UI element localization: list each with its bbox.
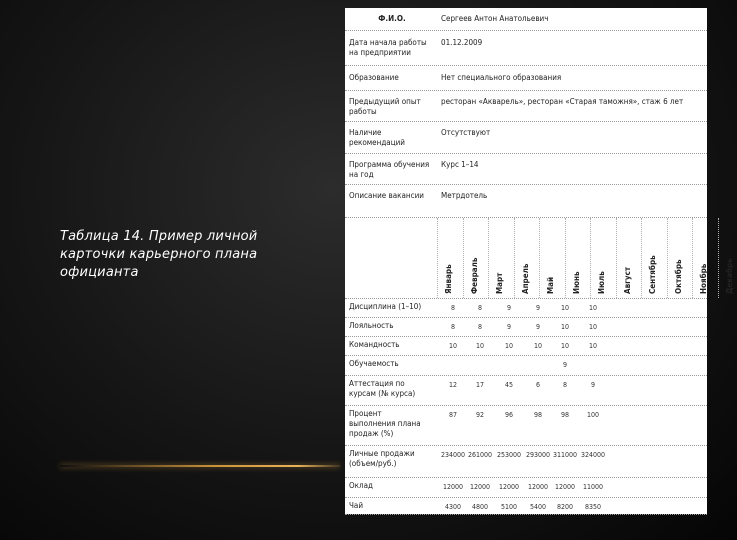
card-label: Наличие рекомендаций (349, 128, 405, 147)
metric-value: 311000 (552, 451, 578, 459)
metric-value: 10 (588, 304, 597, 312)
metric-row (345, 299, 707, 318)
metric-value: 12000 (442, 483, 464, 491)
month-divider (590, 218, 591, 298)
metric-label: Обучаемость (349, 359, 399, 368)
metric-value: 10 (588, 323, 597, 331)
metric-row (345, 498, 707, 515)
metric-value: 9 (535, 323, 540, 331)
month-header-cell: Октябрь (673, 259, 683, 294)
month-header-cell: Ноябрь (699, 263, 708, 294)
month-header-cell: Июнь (571, 271, 581, 294)
month-divider (565, 218, 566, 298)
card-label: Образование (349, 73, 399, 82)
metric-value: 10 (504, 342, 513, 350)
metric-label: Процент выполнения плана продаж (%) (349, 409, 421, 438)
metric-value: 87 (448, 411, 457, 419)
metric-value: 100 (586, 411, 600, 419)
metric-value: 12000 (469, 483, 491, 491)
card-row-start-date (345, 31, 707, 66)
month-header-cell: Апрель (520, 263, 530, 294)
metric-value: 8200 (556, 503, 574, 511)
metric-value: 8 (450, 304, 455, 312)
card-label: Дата начала работы на предприятии (349, 38, 427, 57)
career-card-table (345, 8, 734, 514)
metric-value: 10 (560, 323, 569, 331)
metric-value: 45 (504, 381, 513, 389)
metric-value: 10 (560, 304, 569, 312)
metric-value: 10 (448, 342, 457, 350)
month-divider (616, 218, 617, 298)
card-label: Предыдущий опыт работы (349, 97, 421, 116)
metric-label: Командность (349, 340, 400, 349)
metric-value: 324000 (580, 451, 606, 459)
month-header-cell: Февраль (469, 257, 479, 294)
month-header-cell: Май (546, 276, 555, 294)
month-divider (641, 218, 642, 298)
metric-value: 12 (448, 381, 457, 389)
metric-value: 234000 (440, 451, 466, 459)
metric-value: 10 (588, 342, 597, 350)
metric-value: 4300 (444, 503, 462, 511)
month-divider (488, 218, 489, 298)
metric-value: 6 (535, 381, 540, 389)
metric-row (345, 337, 707, 356)
card-row-experience (345, 91, 707, 122)
month-divider (539, 218, 540, 298)
metric-label: Дисциплина (1–10) (349, 302, 422, 311)
metric-row (345, 356, 707, 376)
metric-value: 12000 (527, 483, 549, 491)
month-header-cell: Декабрь (724, 258, 734, 294)
metric-value: 8 (477, 304, 482, 312)
metric-value: 98 (560, 411, 569, 419)
metric-value: 12000 (498, 483, 520, 491)
month-divider (692, 218, 693, 298)
metric-value: 9 (562, 361, 567, 369)
month-divider (514, 218, 515, 298)
metric-value: 96 (504, 411, 513, 419)
card-value: Отсутствуют (441, 128, 491, 137)
card-label: Описание вакансии (349, 191, 424, 200)
metric-label: Аттестация по курсам (№ курса) (349, 379, 416, 398)
metric-value: 17 (475, 381, 484, 389)
card-label: Программа обучения на год (349, 160, 430, 179)
card-value: Метрдотель (441, 191, 488, 200)
metric-value: 92 (475, 411, 484, 419)
slide-caption: Таблица 14. Пример личной карточки карьерного плана официанта (60, 229, 258, 280)
metric-value: 9 (506, 323, 511, 331)
card-row-training (345, 154, 707, 185)
metric-row (345, 406, 707, 446)
metric-row (345, 478, 707, 498)
card-value: 01.12.2009 (441, 38, 483, 47)
metric-value: 8 (477, 323, 482, 331)
card-row-name (345, 8, 707, 31)
metric-label: Чай (349, 501, 364, 510)
metric-value: 5400 (529, 503, 547, 511)
card-value: Курс 1–14 (441, 160, 479, 169)
month-header-cell: Январь (444, 264, 453, 294)
metric-value: 10 (560, 342, 569, 350)
month-header-cell: Март (495, 272, 504, 294)
metric-label: Личные продажи (объем/руб.) (349, 449, 415, 468)
metric-value: 8 (450, 323, 455, 331)
metric-value: 10 (533, 342, 542, 350)
metric-row (345, 376, 707, 406)
month-header-cell: Август (622, 266, 632, 294)
metric-value: 5100 (500, 503, 518, 511)
metric-value: 293000 (525, 451, 551, 459)
card-value: Сергеев Антон Анатольевич (441, 14, 549, 23)
metric-value: 11000 (582, 483, 604, 491)
month-header-cell: Сентябрь (648, 255, 657, 294)
metric-row (345, 318, 707, 337)
month-header-row (345, 218, 734, 299)
metric-label: Лояльность (349, 321, 394, 330)
card-value: ресторан «Акварель», ресторан «Старая таможня», стаж 6 лет (441, 97, 684, 106)
card-row-education (345, 66, 707, 91)
metric-value: 9 (590, 381, 595, 389)
card-row-recommendations (345, 122, 707, 154)
month-header-cell: Июль (597, 271, 606, 294)
metric-value: 12000 (554, 483, 576, 491)
metric-value: 8350 (584, 503, 602, 511)
metric-value: 4800 (471, 503, 489, 511)
metric-value: 9 (535, 304, 540, 312)
metric-label: Оклад (349, 481, 373, 490)
card-value: Нет специального образования (441, 73, 562, 82)
month-divider (718, 218, 719, 298)
metric-value: 8 (562, 381, 567, 389)
metric-row (345, 446, 707, 478)
month-divider (463, 218, 464, 298)
decorative-glow-line (60, 465, 340, 467)
metric-value: 9 (506, 304, 511, 312)
metric-value: 253000 (496, 451, 522, 459)
month-divider (437, 218, 438, 298)
card-label: Ф.И.О. (378, 14, 406, 23)
metric-value: 261000 (467, 451, 493, 459)
metric-value: 98 (533, 411, 542, 419)
metric-value: 10 (475, 342, 484, 350)
month-divider (667, 218, 668, 298)
card-row-vacancy (345, 185, 707, 218)
